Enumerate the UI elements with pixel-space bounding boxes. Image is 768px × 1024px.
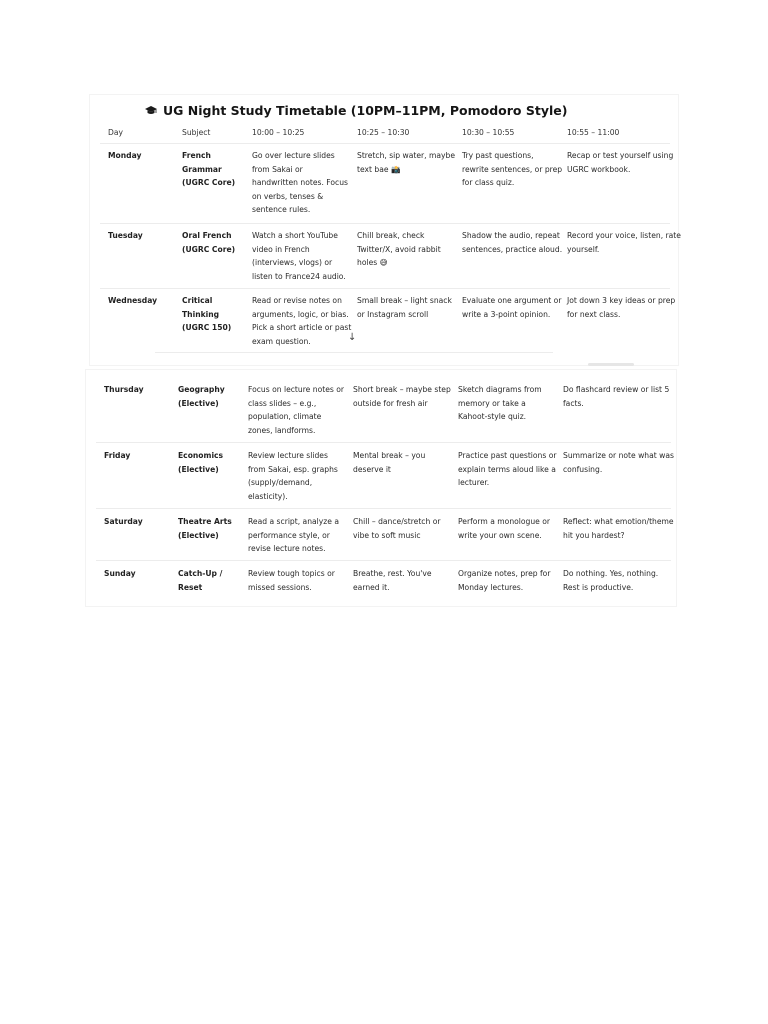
row-slot-4: Record your voice, listen, rate yourself.	[567, 231, 681, 254]
row-slot-3: Try past questions, rewrite sentences, or prep for class quiz.	[462, 151, 563, 188]
row-slot-2: Small break – light snack or Instagram scroll	[357, 296, 452, 319]
row-slot-2: Breathe, rest. You've earned it.	[353, 569, 432, 592]
row-slot-1: Read a script, analyze a performance style, or revise lecture notes.	[248, 517, 339, 554]
row-subject: Oral French (UGRC Core)	[182, 231, 236, 254]
row-slot-4: Recap or test yourself using UGRC workbook.	[567, 151, 674, 174]
row-divider	[100, 288, 670, 289]
row-subject: Geography (Elective)	[178, 385, 225, 408]
row-divider	[100, 143, 670, 144]
row-slot-3: Perform a monologue or write your own scene.	[458, 517, 551, 540]
row-slot-1: Review tough topics or missed sessions.	[248, 569, 335, 592]
row-slot-2: Chill break, check Twitter/X, avoid rabbit holes 😅	[357, 231, 441, 268]
row-slot-1: Go over lecture slides from Sakai or handwritten notes. Focus on verbs, tenses & sentence rules.	[252, 151, 348, 215]
row-divider	[155, 352, 553, 353]
header-subject: Subject	[182, 128, 211, 137]
down-arrow-icon[interactable]: ↓	[348, 332, 357, 343]
row-slot-4: Summarize or note what was confusing.	[563, 451, 674, 474]
row-divider	[96, 508, 671, 509]
row-divider	[96, 560, 671, 561]
row-slot-1: Focus on lecture notes or class slides – e.g., population, climate zones, landforms.	[248, 385, 345, 435]
row-subject: Economics (Elective)	[178, 451, 224, 474]
header-slot-2: 10:25 – 10:30	[357, 128, 410, 137]
row-slot-2: Stretch, sip water, maybe text bae 📸	[357, 151, 456, 174]
row-subject: French Grammar (UGRC Core)	[182, 151, 236, 188]
scrollbar[interactable]	[588, 363, 634, 366]
header-slot-3: 10:30 – 10:55	[462, 128, 515, 137]
title-text: UG Night Study Timetable (10PM–11PM, Pomodoro Style)	[163, 103, 568, 118]
row-day: Thursday	[104, 385, 144, 394]
row-slot-1: Read or revise notes on arguments, logic, or bias. Pick a short article or past exam question.	[252, 296, 352, 346]
row-slot-4: Do flashcard review or list 5 facts.	[563, 385, 670, 408]
row-slot-4: Reflect: what emotion/theme hit you hardest?	[563, 517, 674, 540]
row-subject: Catch-Up / Reset	[178, 569, 223, 592]
row-day: Friday	[104, 451, 131, 460]
row-slot-1: Watch a short YouTube video in French (interviews, vlogs) or listen to France24 audio.	[252, 231, 346, 281]
row-slot-3: Practice past questions or explain terms aloud like a lecturer.	[458, 451, 557, 488]
row-slot-1: Review lecture slides from Sakai, esp. graphs (supply/demand, elasticity).	[248, 451, 338, 501]
row-slot-2: Chill – dance/stretch or vibe to soft music	[353, 517, 441, 540]
header-slot-4: 10:55 – 11:00	[567, 128, 620, 137]
row-subject: Critical Thinking (UGRC 150)	[182, 296, 232, 333]
row-slot-3: Organize notes, prep for Monday lectures.	[458, 569, 551, 592]
row-day: Tuesday	[108, 231, 143, 240]
row-slot-3: Evaluate one argument or write a 3-point opinion.	[462, 296, 562, 319]
header-day: Day	[108, 128, 123, 137]
row-day: Sunday	[104, 569, 136, 578]
row-slot-2: Mental break – you deserve it	[353, 451, 426, 474]
row-divider	[96, 442, 671, 443]
graduation-cap-icon	[145, 106, 157, 116]
row-slot-4: Jot down 3 key ideas or prep for next class.	[567, 296, 676, 319]
row-slot-3: Shadow the audio, repeat sentences, practice aloud.	[462, 231, 563, 254]
row-slot-3: Sketch diagrams from memory or take a Kahoot-style quiz.	[458, 385, 542, 422]
row-day: Saturday	[104, 517, 143, 526]
header-slot-1: 10:00 – 10:25	[252, 128, 305, 137]
row-slot-4: Do nothing. Yes, nothing. Rest is productive.	[563, 569, 659, 592]
row-day: Monday	[108, 151, 142, 160]
row-slot-2: Short break – maybe step outside for fresh air	[353, 385, 451, 408]
row-day: Wednesday	[108, 296, 158, 305]
row-subject: Theatre Arts (Elective)	[178, 517, 232, 540]
row-divider	[100, 223, 670, 224]
page-title	[145, 103, 567, 118]
